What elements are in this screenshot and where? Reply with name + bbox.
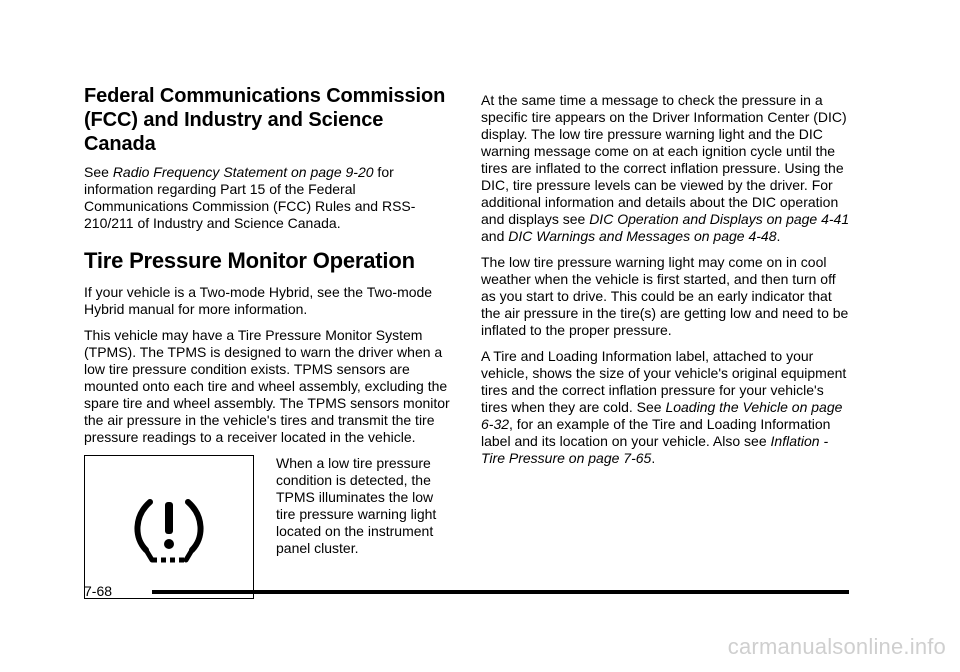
cool-weather-paragraph: The low tire pressure warning light may come on in cool weather when the vehicle is first started, and then turn off as you start to drive. This could be an early indicator that the air pressure in the tire(s) are getting low and need to be inflated to the proper pressure. <box>481 254 849 338</box>
fcc-paragraph: See Radio Frequency Statement on page 9-20 for information regarding Part 15 of the Federal Communications Commission (FCC) Rules and RSS-210/211 of Industry and Science Canada. <box>84 164 416 231</box>
figure-caption: When a low tire pressure condition is detected, the TPMS illuminates the low tire pressure warning light located on the instrument panel cluster. <box>276 455 437 556</box>
tpms-paragraph: This vehicle may have a Tire Pressure Monitor System (TPMS). The TPMS is designed to warn the driver when a low tire pressure condition exists. TPMS sensors are mounted onto each tire and wheel assembly, excluding the spare tire and wheel assembly. The TPMS sensors monitor the air pressure in the vehicle's tires and transmit the tire pressure readings to a receiver located in the vehicle. <box>84 327 450 445</box>
warning-light-figure <box>84 455 254 599</box>
label-paragraph: A Tire and Loading Information label, attached to your vehicle, shows the size of your vehicle's original equipment tires and the correct inflation pressure for your vehicle's tires when they are cold. See Loading the Vehicle on page 6-32, for an example of the Tire and Loading Information label and its location on your vehicle. Also see Inflation - Tire Pressure on page 7-65. <box>481 348 847 466</box>
watermark: carmanualsonline.info <box>727 634 946 659</box>
dic-warnings-reference-link[interactable]: DIC Warnings and Messages on page 4-48 <box>508 228 777 244</box>
hybrid-paragraph: If your vehicle is a Two-mode Hybrid, see the Two-mode Hybrid manual for more information. <box>84 284 433 317</box>
dic-operation-reference-link[interactable]: DIC Operation and Displays on page 4-41 <box>589 211 850 227</box>
page-number: 7-68 <box>84 583 113 599</box>
tpms-heading: Tire Pressure Monitor Operation <box>84 248 415 273</box>
low-tire-pressure-warning-icon <box>128 494 210 564</box>
loading-vehicle-reference-link[interactable]: Loading the Vehicle on page 6-32 <box>481 399 843 432</box>
radio-frequency-reference-link[interactable]: Radio Frequency Statement on page 9-20 <box>112 164 374 180</box>
right-column <box>481 92 853 476</box>
footer-rule <box>152 590 849 594</box>
inflation-reference-link[interactable]: Inflation - Tire Pressure on page 7-65 <box>481 433 829 466</box>
page-footer <box>84 579 850 603</box>
fcc-heading: Federal Communications Commission (FCC) and Industry and Science Canada <box>84 85 446 155</box>
dic-paragraph: At the same time a message to check the pressure in a specific tire appears on the Driver Information Center (DIC) display. The low tire pressure warning light and the DIC warning message come on at each ignition cycle until the tires are inflated to the correct inflation pressure. Using the DIC, tire pressure levels can be viewed by the driver. For additional information and details about the DIC operation and displays see DIC Operation and Displays on page 4-41 and DIC Warnings and Messages on page 4-48. <box>481 92 850 244</box>
left-column <box>84 84 454 605</box>
